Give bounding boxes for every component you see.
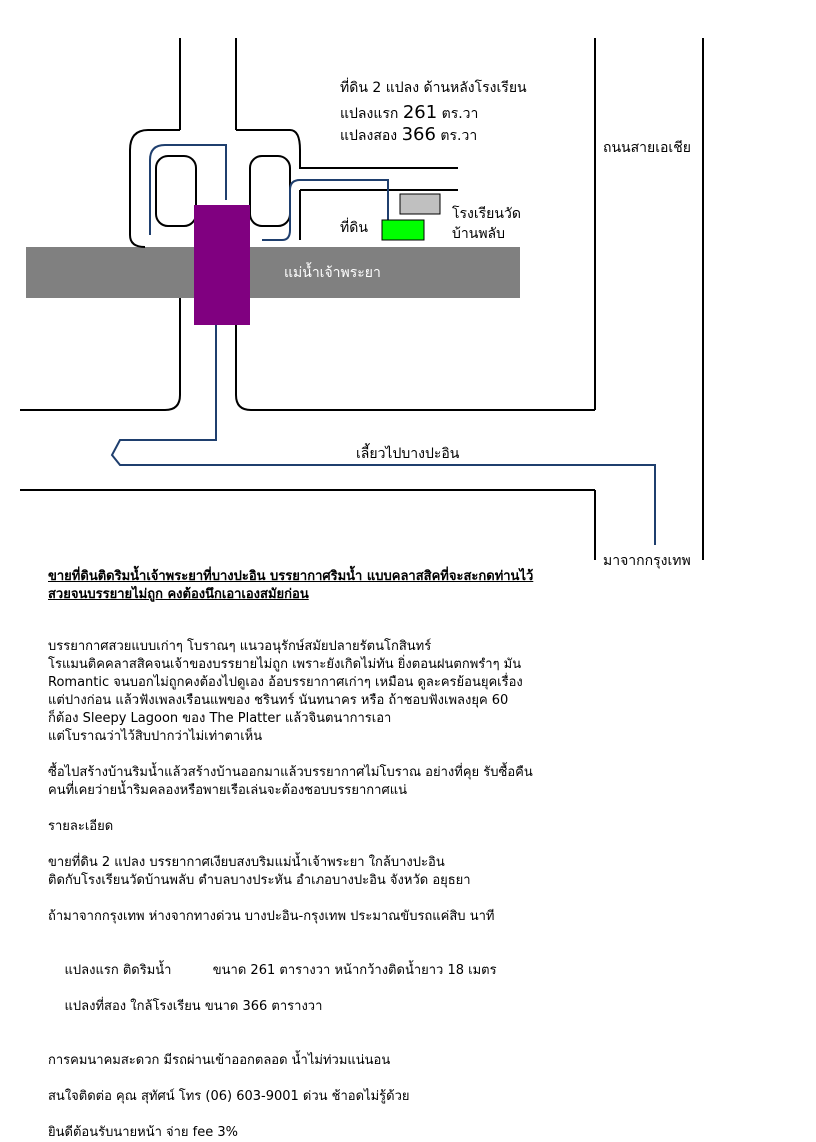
- paragraph-buyback: [48, 764, 608, 800]
- school-building: [400, 194, 440, 214]
- text-line: โรแมนติคคลาสสิคจนเจ้าของบรรยายไม่ถูก เพราะยังเกิดไม่ทัน ยิ่งตอนฝนตกพรำๆ มัน: [48, 657, 522, 672]
- plot2-size: 366: [401, 124, 436, 145]
- plot2-prefix: แปลงสอง: [340, 128, 398, 144]
- turn-label: เลี้ยวไปบางปะอิน: [356, 446, 460, 462]
- road-bend-right: [236, 395, 595, 410]
- text-line: แปลงที่สอง ใกล้โรงเรียน ขนาด 366 ตารางวา: [64, 999, 323, 1014]
- sale-description: [48, 568, 608, 1142]
- paragraph-broker: ยินดีต้อนรับนายหน้า จ่าย fee 3%: [48, 1125, 239, 1140]
- text-line: ก็ต้อง Sleepy Lagoon ของ The Platter แล้วจินตนาการเอา: [48, 711, 392, 726]
- river-label: แม่น้ำเจ้าพระยา: [284, 265, 381, 281]
- school-label-2: บ้านพลับ: [452, 226, 506, 242]
- plot1-size: 261: [402, 102, 438, 123]
- paragraph-transport: การคมนาคมสะดวก มีรถผ่านเข้าออกตลอด น้ำไม่ท่วมแน่นอน: [48, 1053, 391, 1068]
- details-heading: รายละเอียด: [48, 819, 114, 834]
- plot2-unit: ตร.วา: [440, 128, 478, 144]
- road-bend-left: [20, 395, 180, 410]
- headline: [48, 568, 608, 604]
- paragraph-atmosphere: [48, 638, 608, 746]
- loop-right: [250, 156, 290, 226]
- headline-line-2: สวยจนบรรยายไม่ถูก คงต้องนึกเอาเองสมัยก่อน: [48, 587, 309, 602]
- loop-left: [156, 156, 196, 226]
- text-line: แปลงแรก ติดริมน้ำ ขนาด 261 ตารางวา หน้ากว้างติดน้ำยาว 18 เมตร: [64, 963, 497, 978]
- text-line: แต่โบราณว่าไว้สิบปากว่าไม่เท่าตาเห็น: [48, 729, 263, 744]
- text-line: ติดกับโรงเรียนวัดบ้านพลับ ตำบลบางประหัน อำเภอบางปะอิน จังหวัด อยุธยา: [48, 873, 471, 888]
- paragraph-contact: สนใจติดต่อ คุณ สุทัศน์ โทร (06) 603-9001 ด่วน ช้าอดไม่รู้ด้วย: [48, 1089, 410, 1104]
- text-line: ขายที่ดิน 2 แปลง บรรยากาศเงียบสงบริมแม่น้ำเจ้าพระยา ใกล้บางปะอิน: [48, 855, 445, 870]
- asia-road-label: ถนนสายเอเชีย: [603, 140, 691, 156]
- text-line: บรรยากาศสวยแบบเก่าๆ โบราณๆ แนวอนุรักษ์สมัยปลายรัตนโกสินทร์: [48, 639, 432, 654]
- text-line: คนที่เคยว่ายน้ำริมคลองหรือพายเรือเล่นจะต้องชอบบรรยากาศแน่: [48, 783, 407, 798]
- plot1-unit: ตร.วา: [441, 106, 479, 122]
- land-label: ที่ดิน: [340, 220, 368, 236]
- bridge: [194, 205, 250, 325]
- school-label-1: โรงเรียนวัด: [452, 206, 521, 222]
- text-line: ซื้อไปสร้างบ้านริมน้ำแล้วสร้างบ้านออกมาแล้วบรรยากาศไม่โบราณ อย่างที่คุย รับซื้อคืน: [48, 765, 533, 780]
- plot2-label: [340, 124, 477, 146]
- text-line: Romantic จนบอกไม่ถูกคงต้องไปดูเอง อ้อบรรยากาศเก่าๆ เหมือน ดูละครย้อนยุคเรื่อง: [48, 675, 523, 690]
- land-title-label: ที่ดิน 2 แปลง ด้านหลังโรงเรียน: [340, 80, 527, 96]
- text-line: แต่ปางก่อน แล้วฟังเพลงเรือนแพของ ชรินทร์ นันทนาคร หรือ ถ้าชอบฟังเพลงยุค 60: [48, 693, 509, 708]
- from-bangkok-label: มาจากกรุงเทพ: [603, 553, 691, 569]
- land-plot: [382, 220, 424, 240]
- headline-line-1: ขายที่ดินติดริมน้ำเจ้าพระยาที่บางปะอิน บรรยากาศริมน้ำ แบบคลาสสิคที่จะสะกดท่านไว้: [48, 569, 534, 584]
- plot1-label: [340, 102, 478, 124]
- paragraph-location: [48, 854, 608, 890]
- paragraph-distance: ถ้ามาจากกรุงเทพ ห่างจากทางด่วน บางปะอิน-กรุงเทพ ประมาณขับรถแค่สิบ นาที: [48, 909, 495, 924]
- river-band: [26, 247, 520, 298]
- plot1-prefix: แปลงแรก: [340, 106, 399, 122]
- paragraph-plots: [48, 944, 608, 1034]
- route-main: [112, 320, 655, 545]
